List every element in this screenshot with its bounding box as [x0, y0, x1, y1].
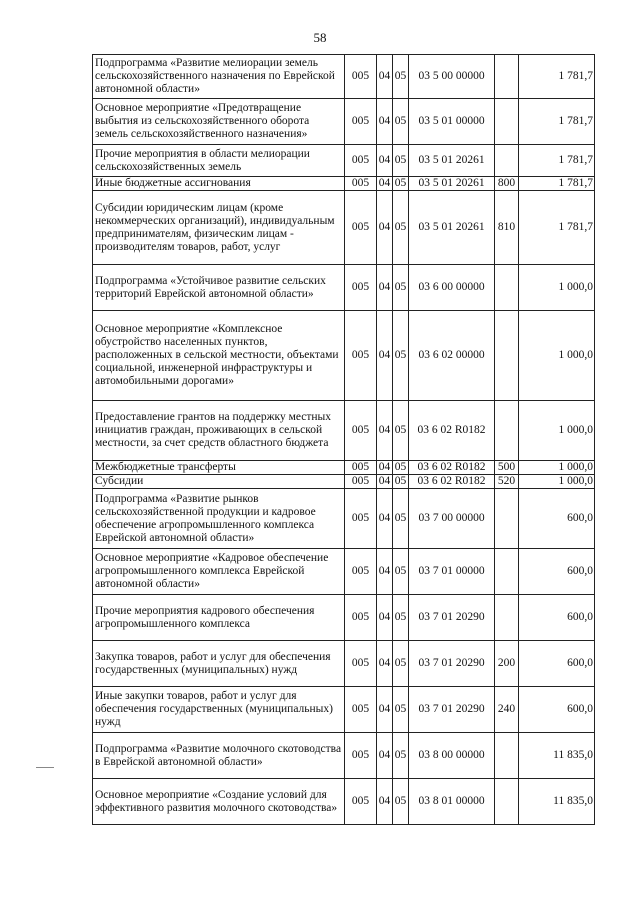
- table-row: [93, 549, 595, 595]
- row-name: Субсидии: [93, 475, 345, 489]
- amount: 600,0: [519, 489, 595, 549]
- expense-type-code: [495, 145, 519, 177]
- subsection-code: 05: [393, 265, 409, 311]
- row-name: Прочие мероприятия кадрового обеспечения агропромышленного комплекса: [93, 595, 345, 641]
- ministry-code: 005: [345, 687, 377, 733]
- table-row: [93, 311, 595, 401]
- program-code: 03 6 00 00000: [409, 265, 495, 311]
- program-code: 03 8 00 00000: [409, 733, 495, 779]
- expense-type-code: [495, 489, 519, 549]
- subsection-code: 05: [393, 687, 409, 733]
- page-number: 58: [313, 30, 327, 45]
- row-name: Межбюджетные трансферты: [93, 461, 345, 475]
- expense-type-code: [495, 55, 519, 99]
- table-row: [93, 191, 595, 265]
- program-code: 03 7 01 20290: [409, 641, 495, 687]
- subsection-code: 05: [393, 461, 409, 475]
- expense-type-code: 240: [495, 687, 519, 733]
- ministry-code: 005: [345, 265, 377, 311]
- table-row: [93, 55, 595, 99]
- section-code: 04: [377, 779, 393, 825]
- table-row: [93, 461, 595, 475]
- subsection-code: 05: [393, 595, 409, 641]
- row-name: Иные закупки товаров, работ и услуг для обеспечения государственных (муниципальных) нужд: [93, 687, 345, 733]
- subsection-code: 05: [393, 549, 409, 595]
- section-code: 04: [377, 191, 393, 265]
- program-code: 03 5 01 20261: [409, 191, 495, 265]
- expense-type-code: 500: [495, 461, 519, 475]
- amount: 1 000,0: [519, 461, 595, 475]
- program-code: 03 8 01 00000: [409, 779, 495, 825]
- ministry-code: 005: [345, 311, 377, 401]
- table-row: [93, 489, 595, 549]
- amount: 1 000,0: [519, 265, 595, 311]
- subsection-code: 05: [393, 641, 409, 687]
- program-code: 03 7 01 20290: [409, 687, 495, 733]
- ministry-code: 005: [345, 177, 377, 191]
- table-row: [93, 177, 595, 191]
- ministry-code: 005: [345, 641, 377, 687]
- row-name: Подпрограмма «Развитие мелиорации земель сельскохозяйственного назначения по Еврейской автономной области»: [93, 55, 345, 99]
- table-row: [93, 145, 595, 177]
- section-code: 04: [377, 475, 393, 489]
- program-code: 03 6 02 R0182: [409, 461, 495, 475]
- amount: 1 781,7: [519, 191, 595, 265]
- expense-type-code: [495, 595, 519, 641]
- section-code: 04: [377, 461, 393, 475]
- program-code: 03 7 01 00000: [409, 549, 495, 595]
- section-code: 04: [377, 145, 393, 177]
- row-name: Прочие мероприятия в области мелиорации сельскохозяйственных земель: [93, 145, 345, 177]
- amount: 600,0: [519, 595, 595, 641]
- section-code: 04: [377, 549, 393, 595]
- subsection-code: 05: [393, 489, 409, 549]
- program-code: 03 5 01 20261: [409, 177, 495, 191]
- subsection-code: 05: [393, 311, 409, 401]
- ministry-code: 005: [345, 779, 377, 825]
- row-name: Подпрограмма «Развитие рынков сельскохозяйственной продукции и кадровое обеспечение агропромышленного комплекса Еврейской автономной области»: [93, 489, 345, 549]
- expense-type-code: [495, 311, 519, 401]
- section-code: 04: [377, 687, 393, 733]
- row-name: Закупка товаров, работ и услуг для обеспечения государственных (муниципальных) нужд: [93, 641, 345, 687]
- expense-type-code: [495, 99, 519, 145]
- program-code: 03 6 02 R0182: [409, 401, 495, 461]
- program-code: 03 6 02 00000: [409, 311, 495, 401]
- amount: 1 781,7: [519, 99, 595, 145]
- row-name: Основное мероприятие «Предотвращение выбытия из сельскохозяйственного оборота земель сельскохозяйственного назначения»: [93, 99, 345, 145]
- ministry-code: 005: [345, 489, 377, 549]
- ministry-code: 005: [345, 145, 377, 177]
- subsection-code: 05: [393, 177, 409, 191]
- subsection-code: 05: [393, 733, 409, 779]
- table-row: [93, 641, 595, 687]
- amount: 1 781,7: [519, 177, 595, 191]
- section-code: 04: [377, 311, 393, 401]
- amount: 600,0: [519, 687, 595, 733]
- section-code: 04: [377, 733, 393, 779]
- amount: 600,0: [519, 549, 595, 595]
- row-name: Основное мероприятие «Кадровое обеспечение агропромышленного комплекса Еврейской автономной области»: [93, 549, 345, 595]
- subsection-code: 05: [393, 475, 409, 489]
- program-code: 03 7 01 20290: [409, 595, 495, 641]
- section-code: 04: [377, 55, 393, 99]
- row-name: Субсидии юридическим лицам (кроме некоммерческих организаций), индивидуальным предпринимателям, физическим лицам - производителям товаров, работ, услуг: [93, 191, 345, 265]
- expense-type-code: 810: [495, 191, 519, 265]
- row-name: Подпрограмма «Развитие молочного скотоводства в Еврейской автономной области»: [93, 733, 345, 779]
- ministry-code: 005: [345, 549, 377, 595]
- subsection-code: 05: [393, 55, 409, 99]
- amount: 1 000,0: [519, 401, 595, 461]
- subsection-code: 05: [393, 401, 409, 461]
- row-name: Предоставление грантов на поддержку местных инициатив граждан, проживающих в сельской местности, за счет средств областного бюджета: [93, 401, 345, 461]
- budget-table-body: [93, 55, 595, 825]
- ministry-code: 005: [345, 55, 377, 99]
- subsection-code: 05: [393, 779, 409, 825]
- table-row: [93, 475, 595, 489]
- section-code: 04: [377, 595, 393, 641]
- expense-type-code: 800: [495, 177, 519, 191]
- table-row: [93, 733, 595, 779]
- program-code: 03 7 00 00000: [409, 489, 495, 549]
- expense-type-code: [495, 549, 519, 595]
- table-row: [93, 779, 595, 825]
- expense-type-code: 200: [495, 641, 519, 687]
- amount: 1 000,0: [519, 475, 595, 489]
- ministry-code: 005: [345, 595, 377, 641]
- ministry-code: 005: [345, 99, 377, 145]
- amount: 1 781,7: [519, 55, 595, 99]
- row-name: Основное мероприятие «Комплексное обустройство населенных пунктов, расположенных в сельской местности, объектами социальной, инженерной инфраструктуры и автомобильными дорогами»: [93, 311, 345, 401]
- subsection-code: 05: [393, 191, 409, 265]
- table-row: [93, 687, 595, 733]
- amount: 11 835,0: [519, 779, 595, 825]
- expense-type-code: [495, 779, 519, 825]
- scan-mark: [36, 767, 54, 768]
- expense-type-code: [495, 265, 519, 311]
- section-code: 04: [377, 177, 393, 191]
- amount: 11 835,0: [519, 733, 595, 779]
- table-row: [93, 401, 595, 461]
- program-code: 03 5 00 00000: [409, 55, 495, 99]
- table-row: [93, 99, 595, 145]
- amount: 1 781,7: [519, 145, 595, 177]
- row-name: Подпрограмма «Устойчивое развитие сельских территорий Еврейской автономной области»: [93, 265, 345, 311]
- expense-type-code: [495, 401, 519, 461]
- program-code: 03 5 01 00000: [409, 99, 495, 145]
- ministry-code: 005: [345, 461, 377, 475]
- section-code: 04: [377, 401, 393, 461]
- section-code: 04: [377, 99, 393, 145]
- ministry-code: 005: [345, 475, 377, 489]
- expense-type-code: [495, 733, 519, 779]
- program-code: 03 6 02 R0182: [409, 475, 495, 489]
- amount: 1 000,0: [519, 311, 595, 401]
- row-name: Иные бюджетные ассигнования: [93, 177, 345, 191]
- table-row: [93, 595, 595, 641]
- amount: 600,0: [519, 641, 595, 687]
- expense-type-code: 520: [495, 475, 519, 489]
- ministry-code: 005: [345, 401, 377, 461]
- budget-table: [92, 54, 595, 825]
- section-code: 04: [377, 489, 393, 549]
- subsection-code: 05: [393, 99, 409, 145]
- section-code: 04: [377, 641, 393, 687]
- ministry-code: 005: [345, 191, 377, 265]
- row-name: Основное мероприятие «Создание условий для эффективного развития молочного скотоводства»: [93, 779, 345, 825]
- subsection-code: 05: [393, 145, 409, 177]
- section-code: 04: [377, 265, 393, 311]
- table-row: [93, 265, 595, 311]
- program-code: 03 5 01 20261: [409, 145, 495, 177]
- ministry-code: 005: [345, 733, 377, 779]
